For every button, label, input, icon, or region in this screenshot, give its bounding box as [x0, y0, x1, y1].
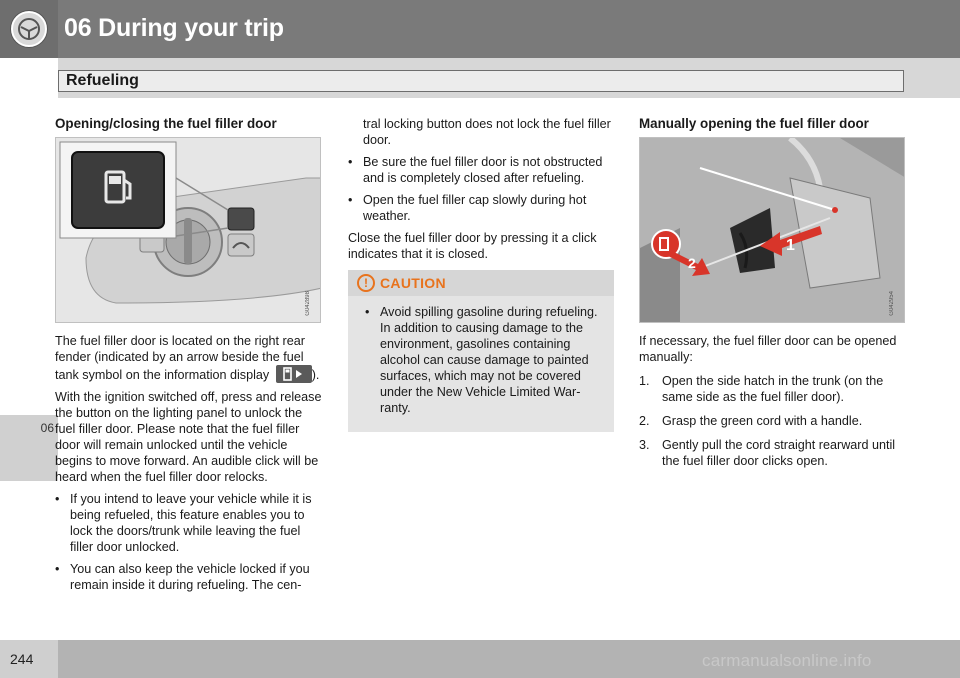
paragraph-manual-intro: If necessary, the fuel filler door can be opened manually: [639, 334, 897, 364]
trunk-hatch-illustration [640, 138, 905, 323]
chapter-badge [0, 0, 58, 58]
list-item: • Open the fuel filler cap slowly during hot weather. [348, 193, 587, 223]
paragraph-fuel-door-location [55, 333, 323, 383]
list-item: • Avoid spilling gasoline during refueling. In addition to causing damage to the environment, gasolines containing alcohol can cause damage to painted surfaces, which may not be covered under the New Vehicle Limited War-ranty. [365, 305, 598, 415]
list-item: 3. Gently pull the cord straight rearward until the fuel filler door clicks open. [639, 438, 896, 468]
column-right [639, 116, 907, 477]
bullet-list-left [55, 491, 323, 593]
heading-manual-opening: Manually opening the fuel filler door [639, 116, 869, 131]
callout-label-1: 1 [786, 237, 795, 254]
side-strip [0, 58, 58, 640]
paragraph-unlock-instructions: With the ignition switched off, press and release the button on the lighting panel to unlock the fuel filler door. Please note that the fuel filler door will remain unlocked until the vehicle begins to move forward. An audible click will be heard when the fuel filler door relocks. [55, 390, 322, 484]
caution-body [348, 296, 614, 432]
paragraph-closing: Close the fuel filler door by pressing it a click indicates that it is closed. [348, 231, 597, 261]
list-item: 1. Open the side hatch in the trunk (on the same side as the fuel filler door). [639, 374, 884, 404]
column-middle [348, 116, 614, 432]
heading-opening-closing: Opening/closing the fuel filler door [55, 116, 277, 131]
chapter-side-tab-label: 06 [40, 421, 54, 435]
list-item: • If you intend to leave your vehicle while it is being refueled, this feature enables you to lock the doors/trunk while leaving the fuel filler door unlocked. [55, 492, 312, 554]
figure-code: G042898 [305, 291, 311, 316]
lighting-panel-illustration [56, 138, 321, 323]
section-box [58, 70, 904, 92]
step-list [639, 373, 907, 469]
caution-icon: ! [357, 274, 375, 292]
paragraph-fuel-door-location-end: ). [311, 368, 320, 382]
bullet-list-middle [348, 154, 614, 224]
page-number: 244 [10, 651, 34, 667]
paragraph-fuel-door-location-text: The fuel filler door is located on the right rear fender (indicated by an arrow beside the fuel tank symbol on the information display [55, 334, 305, 382]
caution-title: CAUTION [380, 275, 446, 291]
figure-trunk-hatch [639, 137, 905, 323]
caution-header [348, 270, 614, 296]
steering-wheel-logo-icon [11, 11, 47, 47]
figure-lighting-panel [55, 137, 321, 323]
list-item: 2. Grasp the green cord with a handle. [639, 414, 863, 428]
watermark: carmanualsonline.info [702, 651, 872, 670]
bullet-continuation: tral locking button does not lock the fuel filler door. [363, 117, 611, 147]
callout-label-2: 2 [688, 255, 696, 271]
section-title: Refueling [66, 72, 139, 89]
list-item: • Be sure the fuel filler door is not obstructed and is completely closed after refueling. [348, 155, 603, 185]
figure-code: G042954 [889, 291, 895, 316]
chapter-title: 06 During your trip [64, 14, 284, 42]
list-item: • You can also keep the vehicle locked if you remain inside it during refueling. The cen- [55, 562, 310, 592]
caution-box [348, 270, 614, 432]
fuel-pump-display-icon [276, 365, 312, 383]
column-left [55, 116, 323, 599]
